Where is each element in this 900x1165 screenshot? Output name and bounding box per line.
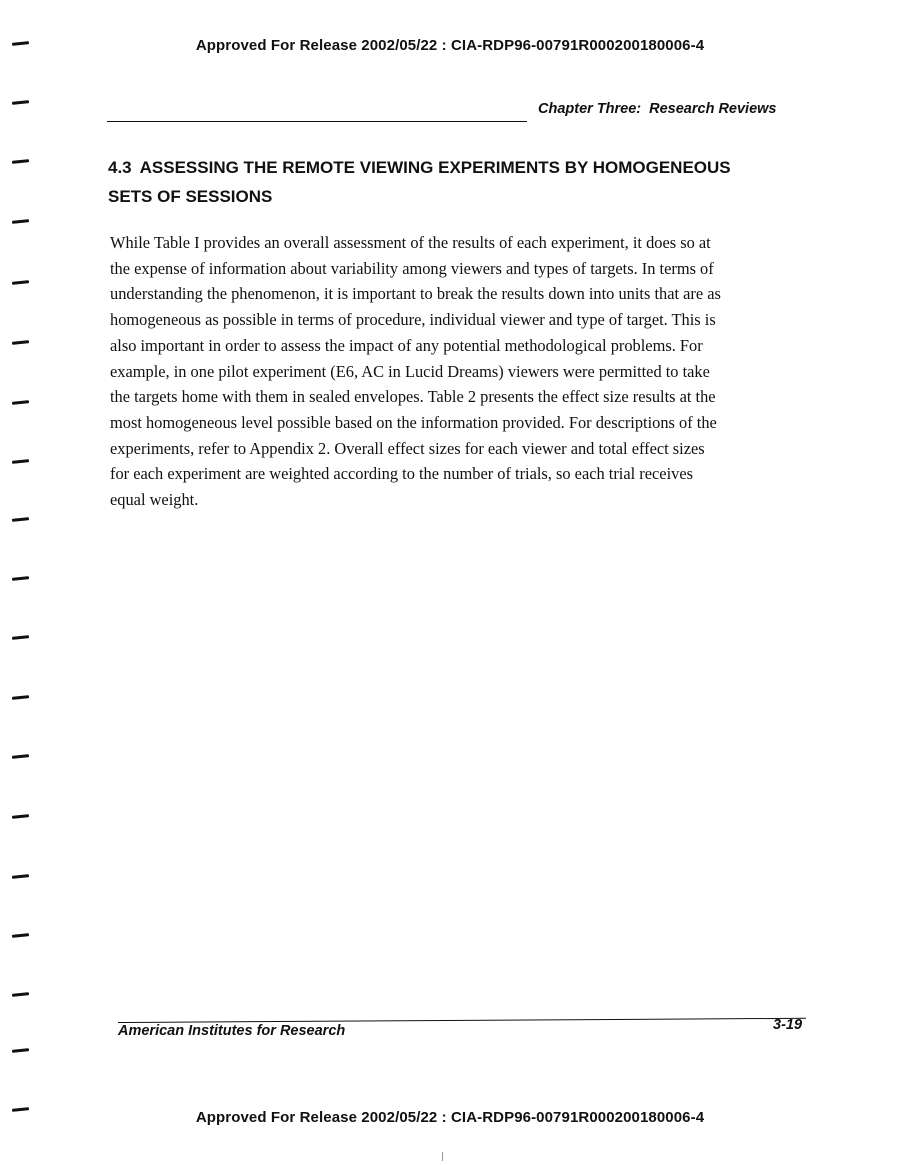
section-heading (108, 153, 788, 211)
margin-mark (12, 992, 29, 997)
release-stamp-bottom: Approved For Release 2002/05/22 : CIA-RDP96-00791R000200180006-4 (195, 1109, 705, 1126)
body-line: most homogeneous level possible based on the information provided. For descriptions of the (110, 412, 717, 432)
body-line: also important in order to assess the impact of any potential methodological problems. For (110, 335, 703, 355)
footer-organization: American Institutes for Research (118, 1023, 346, 1039)
body-line: homogeneous as possible in terms of procedure, individual viewer and type of target. This is (110, 310, 716, 330)
margin-mark (12, 459, 29, 464)
section-heading-line1: ASSESSING THE REMOTE VIEWING EXPERIMENTS BY HOMOGENEOUS (139, 158, 731, 177)
margin-mark (12, 159, 29, 164)
running-header-title: Research Reviews (649, 101, 777, 117)
running-header (538, 101, 777, 117)
header-rule (107, 121, 527, 122)
margin-mark (12, 280, 29, 285)
body-line: equal weight. (110, 490, 199, 510)
section-heading-line2: SETS OF SESSIONS (108, 187, 273, 206)
running-header-chapter: Chapter Three: (538, 101, 642, 117)
margin-mark (12, 814, 29, 819)
margin-mark (12, 517, 29, 522)
margin-mark (12, 695, 29, 700)
margin-mark (12, 400, 29, 405)
margin-mark (12, 576, 29, 581)
margin-mark (12, 1048, 29, 1053)
margin-mark (12, 340, 29, 345)
body-line: understanding the phenomenon, it is important to break the results down into units that are as (110, 284, 721, 304)
body-line: experiments, refer to Appendix 2. Overall effect sizes for each viewer and total effect sizes (110, 438, 705, 458)
body-paragraph (110, 230, 800, 513)
margin-mark (12, 219, 29, 224)
body-line: the expense of information about variability among viewers and types of targets. In terms of (110, 258, 714, 278)
scan-speck (442, 1152, 443, 1161)
margin-mark (12, 933, 29, 938)
body-line: example, in one pilot experiment (E6, AC in Lucid Dreams) viewers were permitted to take (110, 361, 710, 381)
section-number: 4.3 (108, 158, 132, 177)
release-stamp-top: Approved For Release 2002/05/22 : CIA-RDP96-00791R000200180006-4 (195, 37, 705, 54)
footer-page-number: 3-19 (773, 1017, 803, 1033)
body-line: the targets home with them in sealed envelopes. Table 2 presents the effect size results at the (110, 387, 716, 407)
margin-mark (12, 754, 29, 759)
margin-mark (12, 635, 29, 640)
margin-mark (12, 100, 29, 105)
body-line: While Table I provides an overall assessment of the results of each experiment, it does so at (110, 233, 711, 252)
margin-mark (12, 874, 29, 879)
body-line: for each experiment are weighted according to the number of trials, so each trial receives (110, 464, 693, 484)
